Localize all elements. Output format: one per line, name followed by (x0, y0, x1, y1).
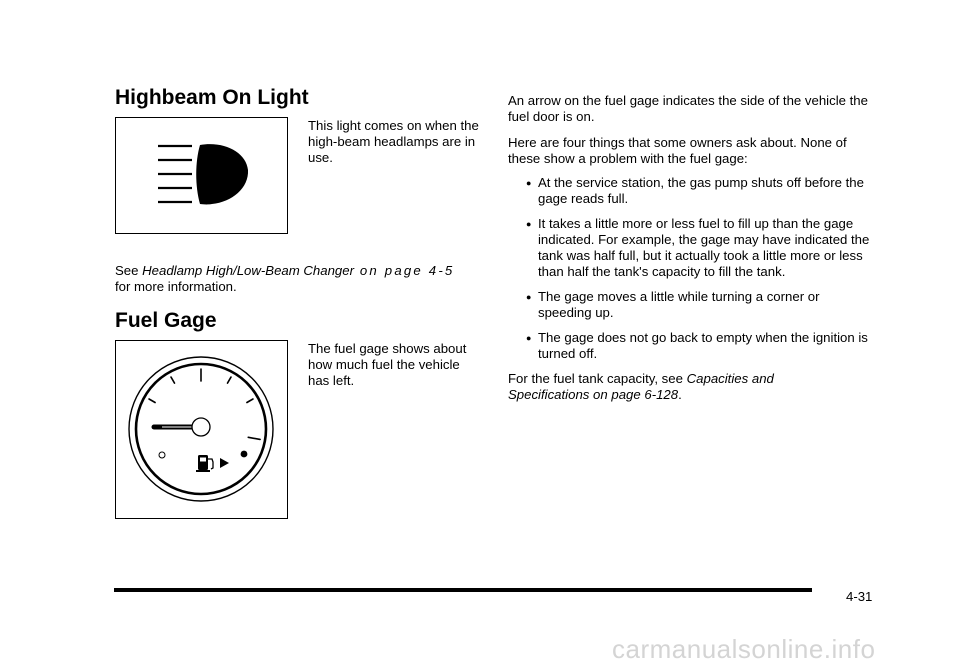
see-prefix: See (115, 263, 143, 278)
highbeam-see-text (115, 263, 485, 295)
owner-questions-intro: Here are four things that some owners ask about. None of these show a problem with the fuel gage: (508, 135, 847, 166)
page-number: 4-31 (846, 589, 873, 604)
headlamp-changer-link-title: Headlamp High/Low-Beam Changer (142, 263, 354, 278)
gage-tick (248, 437, 260, 439)
high-beam-headlamp-icon (116, 118, 286, 232)
highbeam-figure (115, 117, 288, 234)
list-item-text: The gage does not go back to empty when the ignition is turned off. (538, 330, 868, 361)
headlamp-changer-link[interactable] (142, 263, 454, 278)
bullet-dot: ● (526, 292, 532, 302)
bullet-dot: ● (526, 333, 532, 343)
headlamp-changer-link-page: on page 4-5 (353, 263, 455, 278)
list-item (508, 216, 873, 280)
footer-rule (114, 588, 812, 592)
capacities-specifications-link[interactable]: Capacities and Specifications on page 6-128 (508, 371, 774, 402)
fuel-gage-description: The fuel gage shows about how much fuel the vehicle has left. (308, 341, 467, 388)
gage-tick (149, 399, 155, 403)
gage-tick (247, 399, 253, 403)
fuel-capacity-text (508, 371, 828, 403)
right-column (508, 93, 873, 403)
fuel-gage-figure (115, 340, 288, 519)
list-item (508, 289, 873, 321)
fuel-door-arrow-text: An arrow on the fuel gage indicates the side of the vehicle the fuel door is on. (508, 93, 868, 124)
highbeam-description: This light comes on when the high-beam headlamps are in use. (308, 118, 479, 165)
fuel-gage-heading: Fuel Gage (115, 309, 217, 332)
gage-tick (228, 377, 232, 383)
list-item-text: It takes a little more or less fuel to fill up than the gage indicated. For example, the gage may have indicated the tank was half full, but it actually took a little more or less than half the tank's capacity to fill the tank. (538, 216, 870, 279)
watermark: carmanualsonline.info (612, 634, 876, 664)
fuel-gage-dial (116, 341, 286, 517)
list-item-text: The gage moves a little while turning a corner or speeding up. (538, 289, 820, 320)
list-item (508, 330, 873, 362)
bullet-dot: ● (526, 219, 532, 229)
highbeam-heading: Highbeam On Light (115, 86, 309, 109)
bullet-dot: ● (526, 178, 532, 188)
list-item (508, 175, 873, 207)
see-suffix: for more information. (115, 279, 237, 294)
gage-tick (171, 377, 175, 383)
capacity-prefix: For the fuel tank capacity, see (508, 371, 687, 386)
list-item-text: At the service station, the gas pump shuts off before the gage reads full. (538, 175, 864, 206)
fuel-door-arrow-icon (220, 458, 229, 468)
capacity-suffix: . (678, 387, 682, 402)
fuel-pump-icon (196, 455, 213, 472)
